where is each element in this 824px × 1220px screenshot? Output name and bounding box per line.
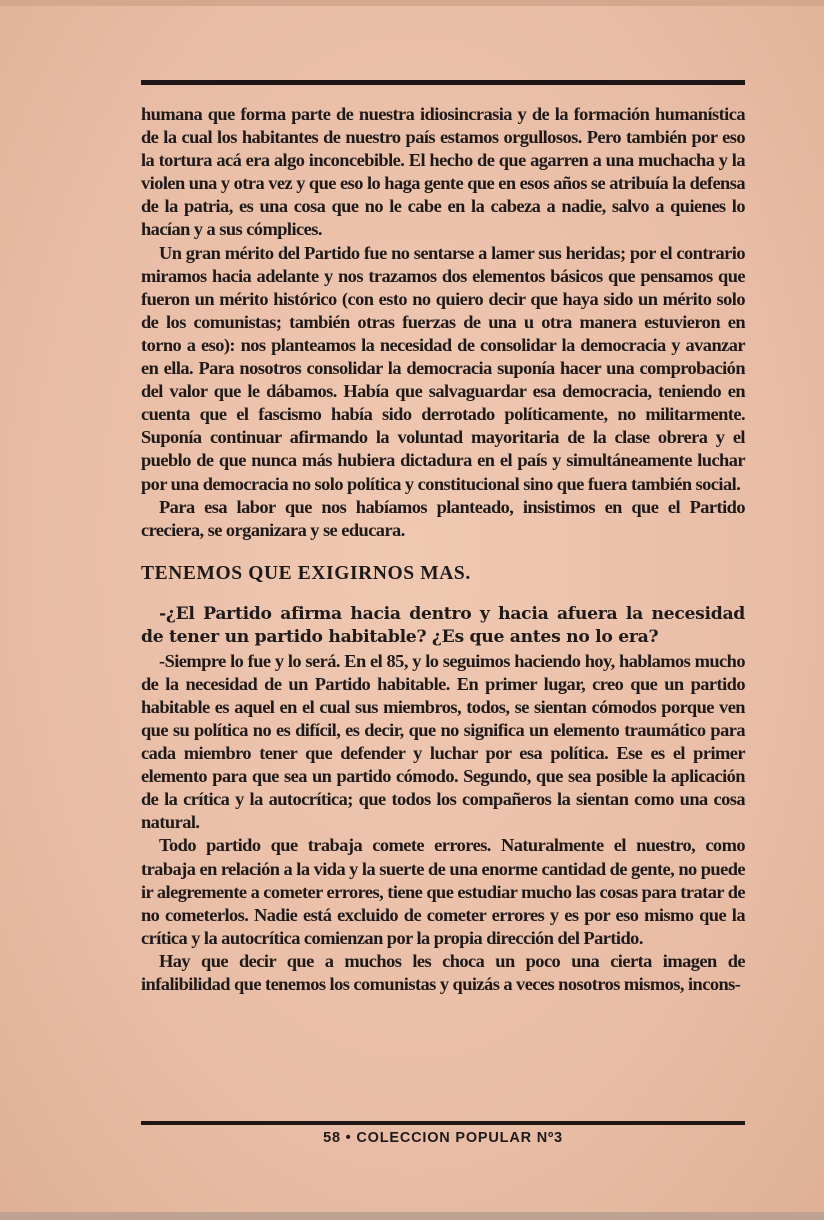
bottom-rule [141,1121,745,1125]
section-heading: TENEMOS QUE EXIGIRNOS MAS. [141,562,471,584]
answer-paragraph-1: -Siempre lo fue y lo será. En el 85, y lo seguimos haciendo hoy, hablamos mucho de la necesidad de un Partido habitable. En primer lugar, creo que un partido habitable es aquel en el cual sus miembros, todos, se sientan cómodos porque ven que su política no es difícil, es decir, que no significa un elemento traumático para cada miembro tener que defender y luchar por esa política. Ese es el primer elemento para que sea un partido cómodo. Segundo, que sea posible la aplicación de la crítica y la autocrítica; que todos los compañeros la sientan como una cosa natural. [141,650,745,833]
paragraph-3: Para esa labor que nos habíamos planteado, insistimos en que el Partido creciera, se organizara y se educara. [141,496,745,540]
answer-paragraph-3: Hay que decir que a muchos les choca un poco una cierta imagen de infalibilidad que tenemos los comunistas y quizás a veces nosotros mismos, incons- [141,950,745,994]
page-body [141,103,745,996]
top-rule [141,80,745,85]
page-footer: 58 • COLECCION POPULAR Nº3 [323,1130,563,1146]
paragraph-1: humana que forma parte de nuestra idiosincrasia y de la formación humanística de la cual los habitantes de nuestro país estamos orgullosos. Pero también por eso la tortura acá era algo inconcebible. El hecho de que agarren a una muchacha y la violen una y otra vez y que eso lo haga gente que en esos años se atribuía la defensa de la patria, es una cosa que no le cabe en la cabeza a nadie, salvo a quienes lo hacían y a sus cómplices. [141,104,745,240]
answer-paragraph-2: Todo partido que trabaja comete errores. Naturalmente el nuestro, como trabaja en relación a la vida y la suerte de una enorme cantidad de gente, no puede ir alegremente a cometer errores, tiene que estudiar mucho las cosas para tratar de no cometerlos. Nadie está excluido de cometer errores y es por eso mismo que la crítica y la autocrítica comienzan por la propia dirección del Partido. [141,835,745,948]
page-bottom-edge [0,1212,824,1220]
page-top-edge [0,0,824,6]
interview-question: -¿El Partido afirma hacia dentro y hacia afuera la necesidad de tener un partido habitable? ¿Es que antes no lo era? [141,603,745,648]
paragraph-2: Un gran mérito del Partido fue no sentarse a lamer sus heridas; por el contrario miramos hacia adelante y nos trazamos dos elementos básicos que pensamos que fueron un mérito histórico (con esto no quiero decir que haya sido un mérito solo de los comunistas; también otras fuerzas de una u otra manera estuvieron en torno a eso): nos planteamos la necesidad de consolidar la democracia y avanzar en ella. Para nosotros consolidar la democracia suponía hacer una comprobación del valor que le dábamos. Había que salvaguardar esa democracia, teniendo en cuenta que el fascismo había sido derrotado políticamente, no militarmente. Suponía continuar afirmando la voluntad mayoritaria de la clase obrera y el pueblo de que nunca más hubiera dictadura en el país y simultáneamente luchar por una democracia no solo política y constitucional sino que fuera también social. [141,242,745,494]
